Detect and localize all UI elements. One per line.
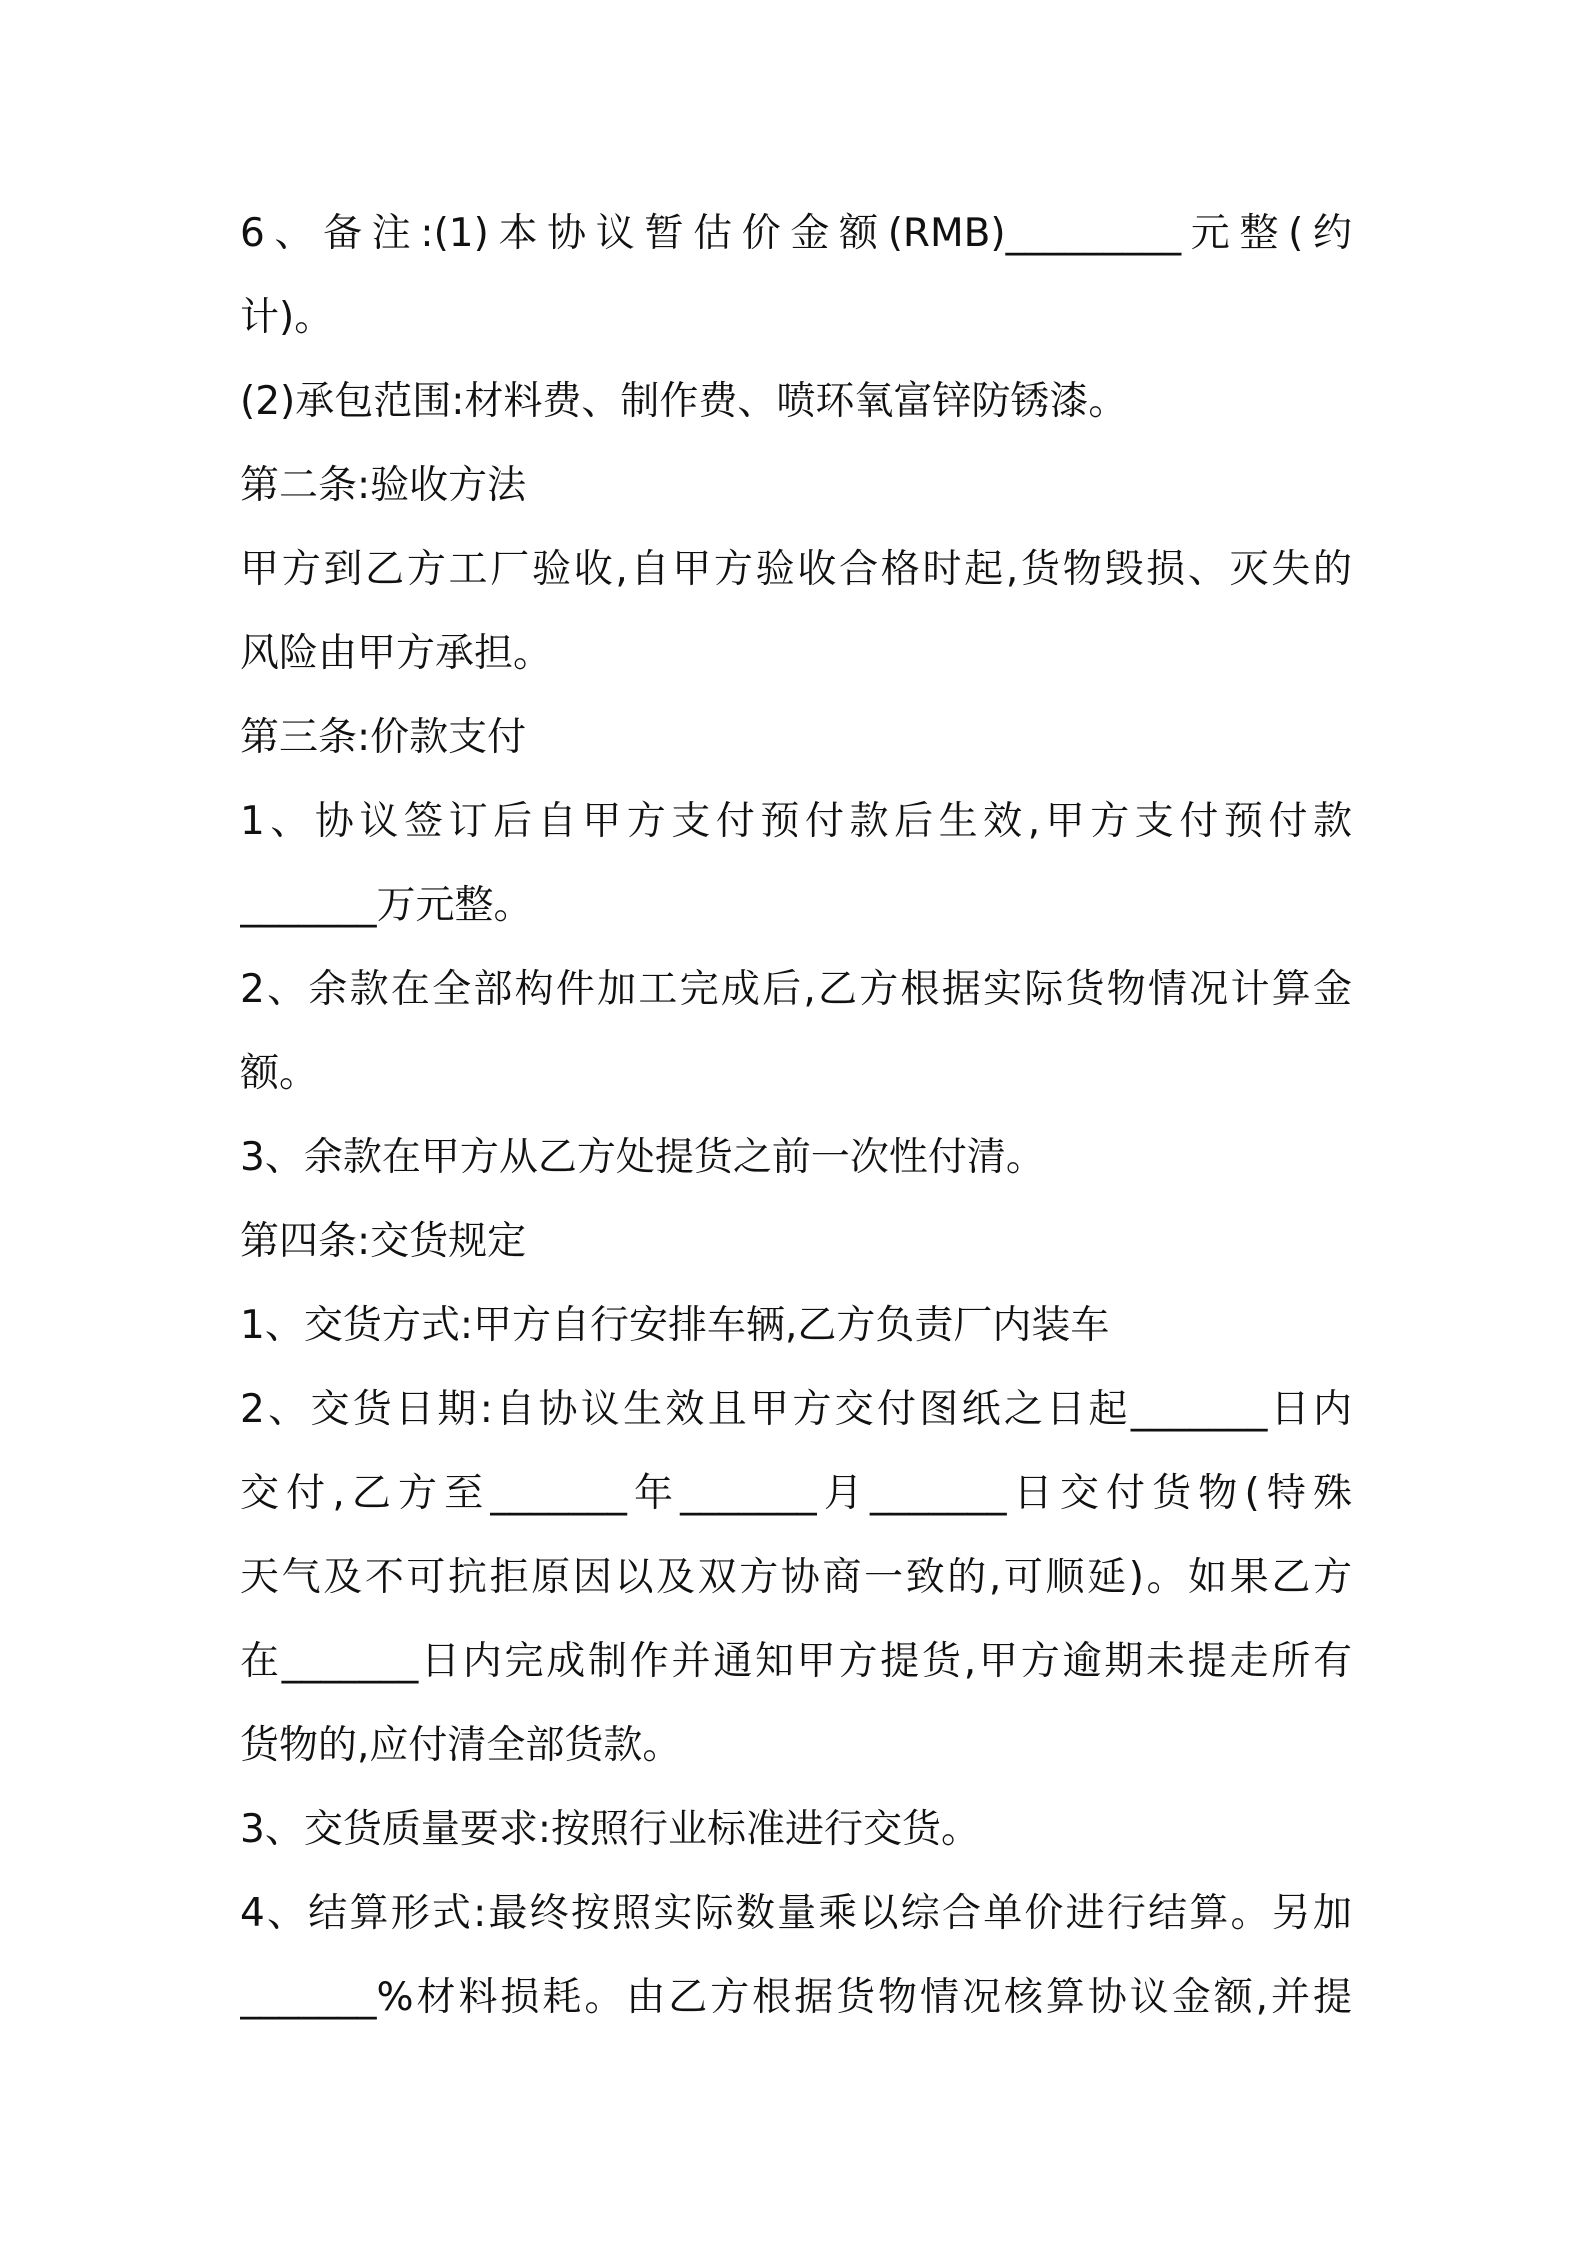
payment-item-1-line-1: 1、协议签订后自甲方支付预付款后生效,甲方支付预付款	[240, 799, 1352, 844]
delivery-item-2-line-1: 2、交货日期:自协议生效且甲方交付图纸之日起_______日内	[240, 1387, 1352, 1432]
article-4-heading: 第四条:交货规定	[240, 1219, 527, 1264]
delivery-item-2-line-4: 在_______日内完成制作并通知甲方提货,甲方逾期未提走所有	[240, 1639, 1352, 1684]
delivery-item-4-line-2: _______%材料损耗。由乙方根据货物情况核算协议金额,并提	[240, 1975, 1352, 2020]
contract-text	[240, 192, 1352, 2040]
remark-clause-line-2: 计)。	[240, 295, 334, 340]
payment-item-2-line-1: 2、余款在全部构件加工完成后,乙方根据实际货物情况计算金	[240, 967, 1352, 1012]
delivery-item-3: 3、交货质量要求:按照行业标准进行交货。	[240, 1807, 980, 1852]
payment-item-3: 3、余款在甲方从乙方处提货之前一次性付清。	[240, 1135, 1045, 1180]
article-2-heading: 第二条:验收方法	[240, 463, 527, 508]
scope-clause: (2)承包范围:材料费、制作费、喷环氧富锌防锈漆。	[240, 379, 1128, 424]
delivery-item-2-line-3: 天气及不可抗拒原因以及双方协商一致的,可顺延)。如果乙方	[240, 1555, 1352, 1600]
acceptance-text-line-2: 风险由甲方承担。	[240, 631, 553, 676]
remark-clause-line-1: 6、备注:(1)本协议暂估价金额(RMB)_________元整(约	[240, 211, 1352, 256]
payment-item-2-line-2: 额。	[240, 1051, 319, 1096]
acceptance-text-line-1: 甲方到乙方工厂验收,自甲方验收合格时起,货物毁损、灭失的	[240, 547, 1352, 592]
delivery-item-4-line-1: 4、结算形式:最终按照实际数量乘以综合单价进行结算。另加	[240, 1891, 1352, 1936]
delivery-item-2-line-5: 货物的,应付清全部货款。	[240, 1723, 682, 1768]
delivery-item-2-line-2: 交付,乙方至_______年_______月_______日交付货物(特殊	[240, 1471, 1352, 1516]
article-3-heading: 第三条:价款支付	[240, 715, 527, 760]
payment-item-1-line-2: _______万元整。	[240, 883, 533, 928]
delivery-item-1: 1、交货方式:甲方自行安排车辆,乙方负责厂内装车	[240, 1303, 1110, 1348]
